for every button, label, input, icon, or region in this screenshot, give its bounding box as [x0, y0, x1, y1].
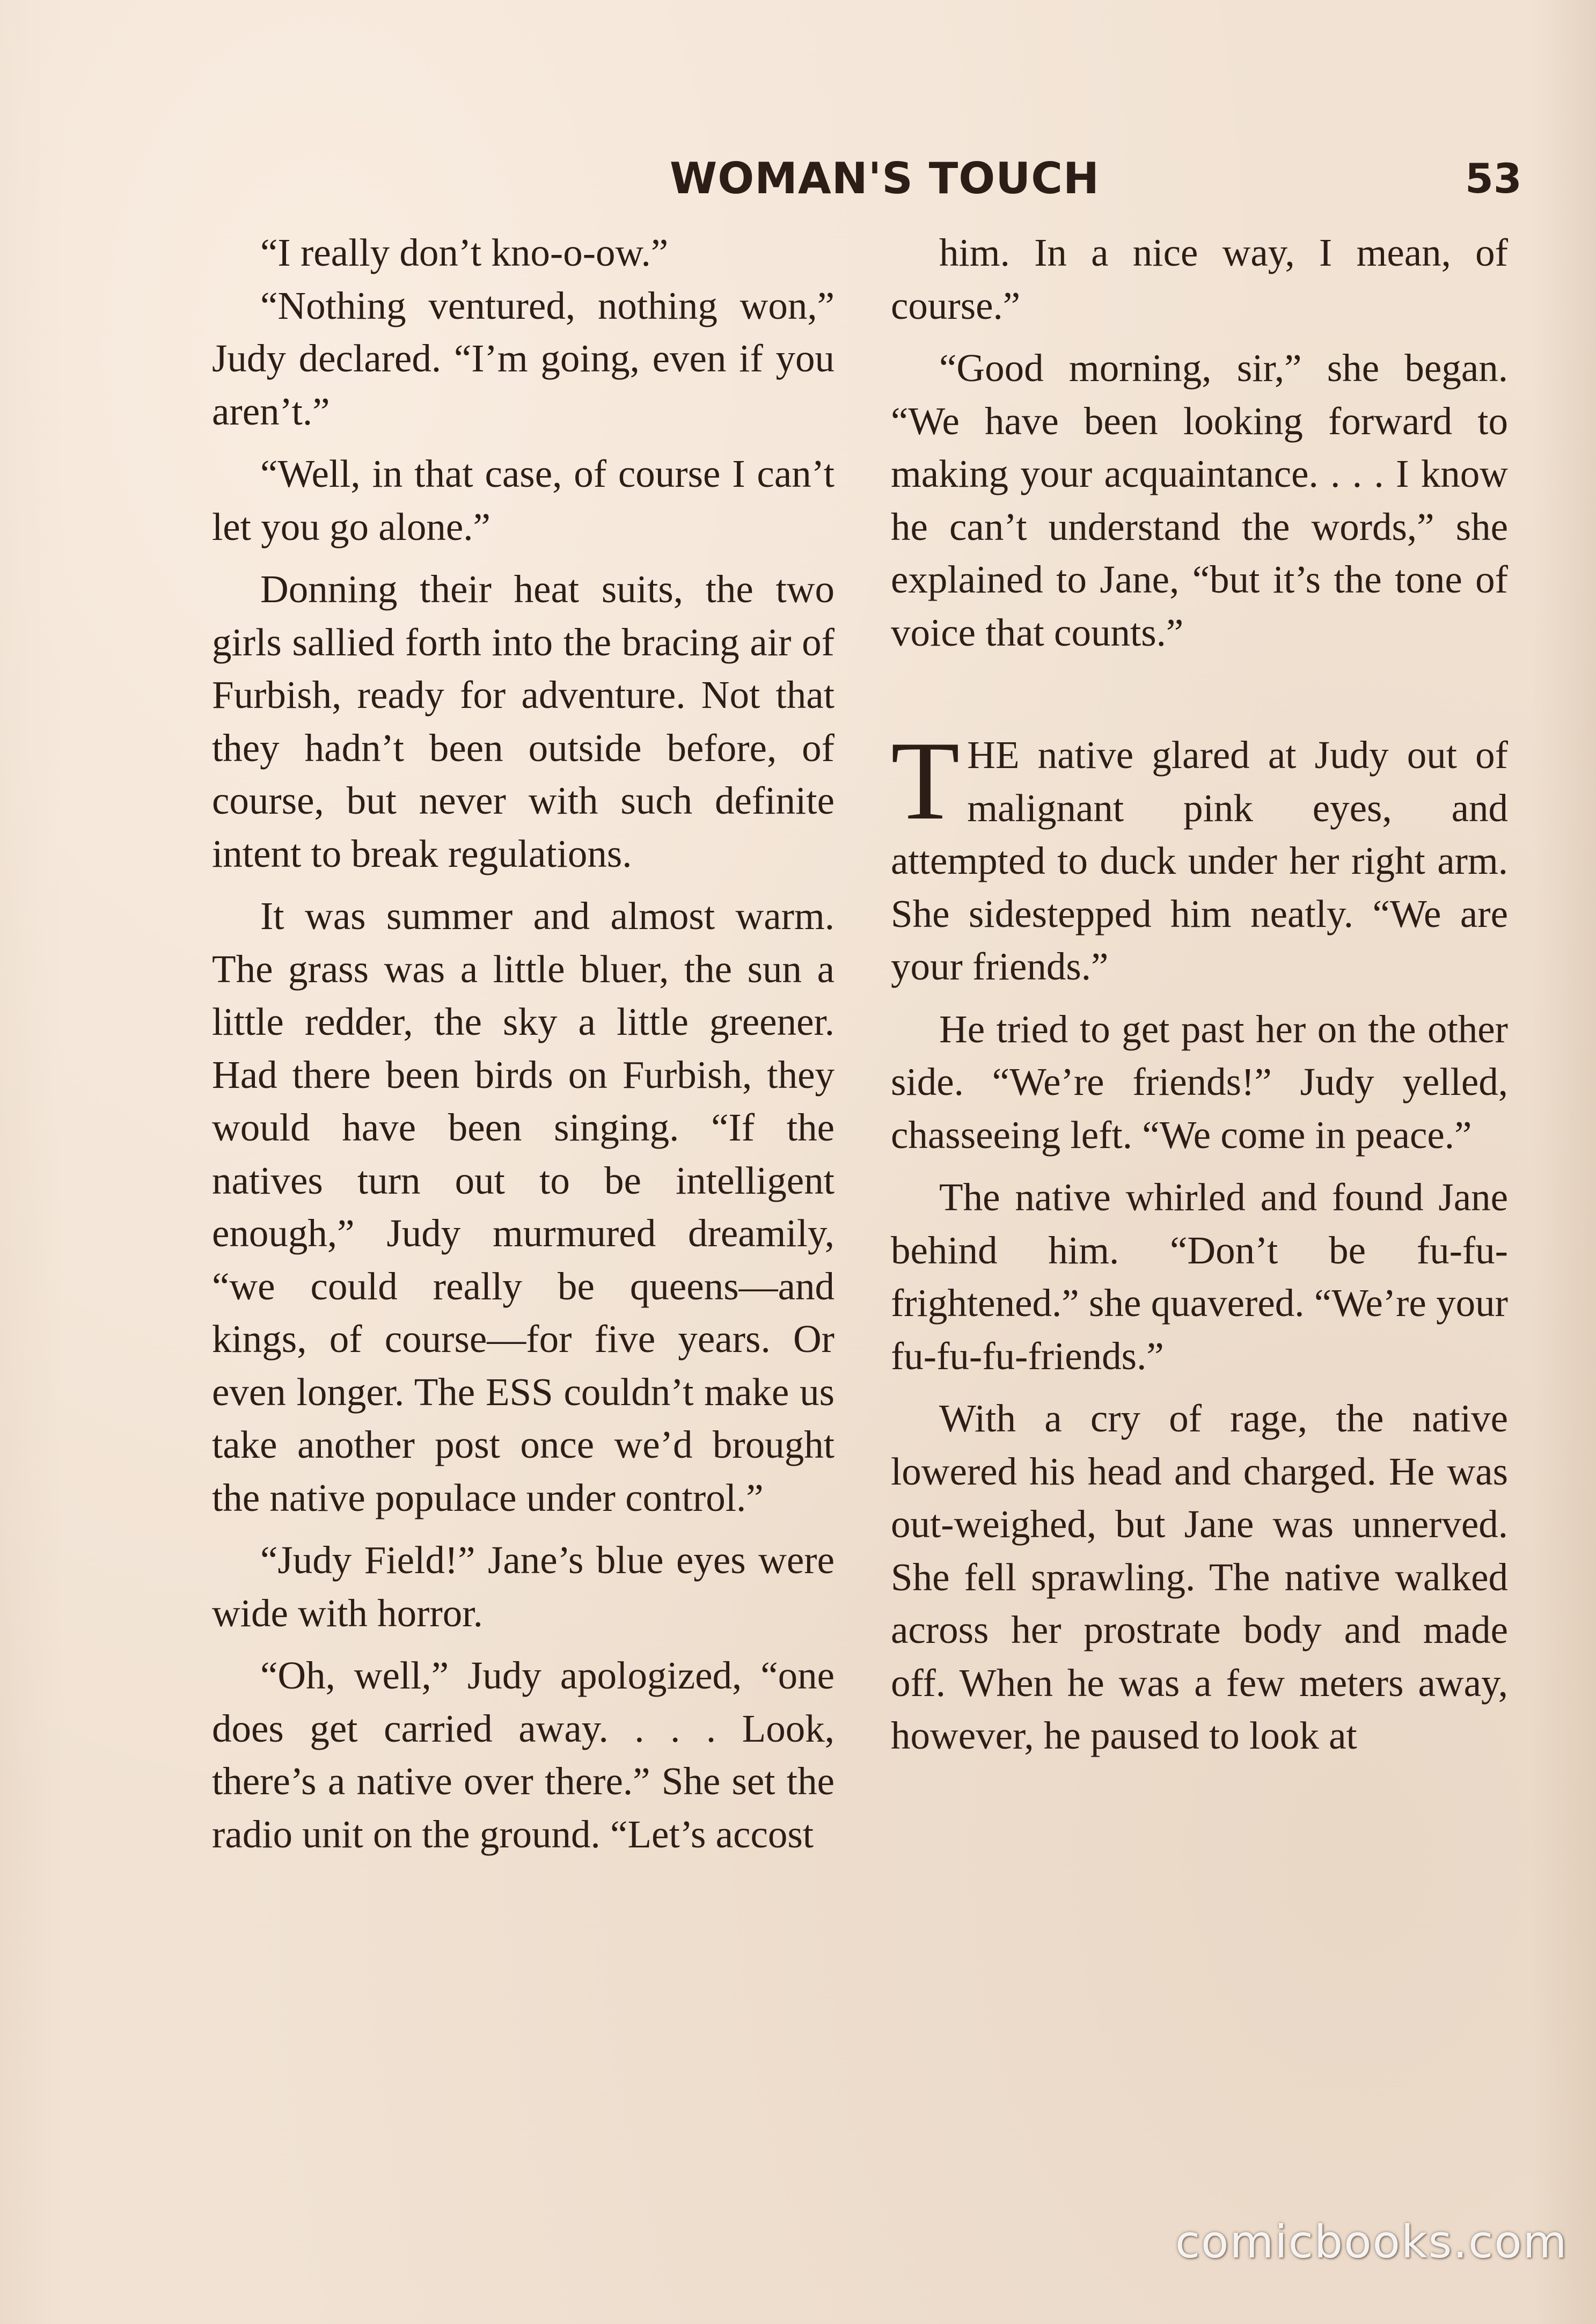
left-column	[212, 226, 834, 1861]
paragraph: Donning their heat suits, the two girls sallied forth into the bracing air of Furbish, ready for adventure. Not that they hadn’t been outside before, of course, but never with such definite intent to break regulations.	[212, 567, 834, 875]
right-column	[891, 226, 1508, 1763]
paragraph: “Judy Field!” Jane’s blue eyes were wide with horror.	[212, 1538, 834, 1635]
page-number: 53	[1465, 155, 1522, 202]
paragraph: With a cry of rage, the native lowered his head and charged. He was out-weighed, but Jane was unnerved. She fell sprawling. The native walked across her prostrate body and made off. When he was a few meters away, however, he paused to look at	[891, 1397, 1508, 1757]
paragraph: “Nothing ventured, nothing won,” Judy declared. “I’m going, even if you aren’t.”	[212, 283, 834, 433]
paragraph: “Well, in that case, of course I can’t let you go alone.”	[212, 452, 834, 549]
site-watermark: comicbooks.com	[1175, 2216, 1568, 2268]
paragraph: “Good morning, sir,” she began. “We have been looking forward to making your acquaintance. . . . I know he can’t understand the words,” she explained to Jane, “but it’s the tone of voice that counts.”	[891, 346, 1508, 654]
paragraph: “Oh, well,” Judy apologized, “one does get carried away. . . . Look, there’s a native over there.” She set the radio unit on the ground. “Let’s accost	[212, 1654, 834, 1856]
section-start-paragraph	[891, 719, 1508, 993]
paragraph: The native whirled and found Jane behind him. “Don’t be fu-fu-frightened.” she quavered. “We’re your fu-fu-fu-friends.”	[891, 1175, 1508, 1378]
drop-cap: T	[891, 719, 960, 843]
section-start-text: HE native glared at Judy out of malignant pink eyes, and attempted to duck under her right arm. She sidestepped him neatly. “We are your friends.”	[891, 733, 1508, 988]
page-header	[0, 149, 1596, 208]
paragraph: “I really don’t kno-o-ow.”	[260, 231, 669, 274]
paragraph: He tried to get past her on the other side. “We’re friends!” Judy yelled, chasseeing left. “We come in peace.”	[891, 1007, 1508, 1157]
paragraph: It was summer and almost warm. The grass was a little bluer, the sun a little redder, the sky a little greener. Had there been birds on Furbish, they would have been singing. “If the natives turn out to be intelligent enough,” Judy murmured dreamily, “we could really be queens—and kings, of course—for five years. Or even longer. The ESS couldn’t make us take another post once we’d brought the native populace under control.”	[212, 894, 834, 1519]
running-title: WOMAN'S TOUCH	[670, 154, 1100, 203]
paragraph: him. In a nice way, I mean, of course.”	[891, 231, 1508, 327]
